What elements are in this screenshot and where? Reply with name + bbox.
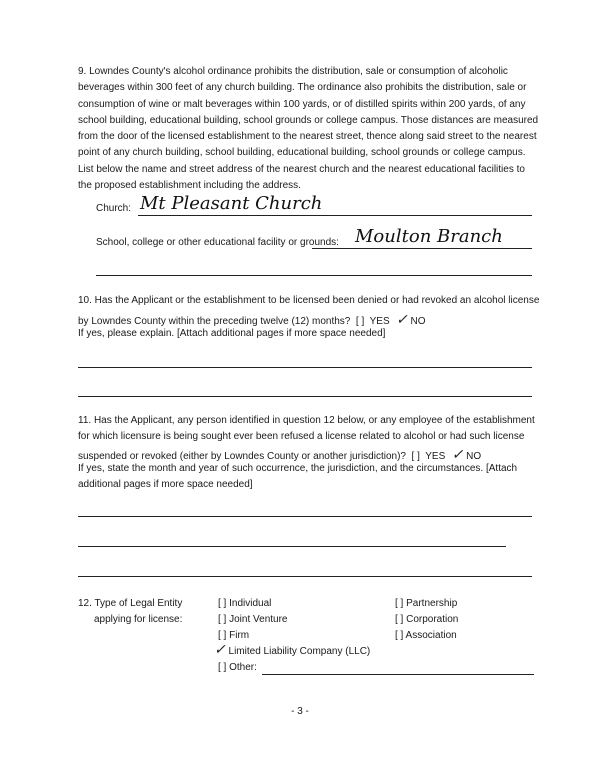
q10-blank-line-1 [78,367,532,368]
llc-label: Limited Liability Company (LLC) [228,646,371,657]
q11-line2: for which licensure is being sought ever been refused a license related to alcohol or had such license [78,431,525,442]
q11-blank-line-1 [78,516,532,517]
q11-check-icon[interactable]: ✓ [451,447,464,463]
llc-check-icon: ✓ [214,642,226,658]
option-corporation[interactable]: [ ] Corporation [395,614,459,625]
q12-label-line2: applying for license: [94,614,183,625]
q10-question-text: by Lowndes County within the preceding twelve (12) months? [ ] YES [78,316,396,327]
q11-no-label[interactable]: NO [466,451,482,462]
q10-no-label[interactable]: NO [410,316,426,327]
option-association[interactable]: [ ] Association [395,630,457,641]
school-label: School, college or other educational facility or grounds: [96,237,339,248]
option-firm[interactable]: [ ] Firm [218,630,250,641]
page-number: - 3 - [291,706,309,717]
school-value[interactable]: Moulton Branch [355,226,503,247]
q10-blank-line-2 [78,396,532,397]
q9-blank-line [96,275,532,276]
q11-question-text: suspended or revoked (either by Lowndes County or another jurisdiction)? [ ] YES [78,451,451,462]
q11-blank-line-2 [78,546,506,547]
q11-line3 [78,447,481,463]
q11-line5: additional pages if more space needed] [78,479,253,490]
church-label: Church: [96,203,132,214]
q10-line2 [78,312,426,328]
option-llc[interactable] [214,642,370,658]
q11-line4: If yes, state the month and year of such occurrence, the jurisdiction, and the circumstances. [Attach [78,463,518,474]
option-partnership[interactable]: [ ] Partnership [395,598,458,609]
option-joint-venture[interactable]: [ ] Joint Venture [218,614,288,625]
q10-line3: If yes, please explain. [Attach additional pages if more space needed] [78,328,386,339]
q10-line1: 10. Has the Applicant or the establishment to be licensed been denied or had revoked an alcohol license [78,295,540,306]
option-individual[interactable]: [ ] Individual [218,598,272,609]
school-line [312,248,532,249]
q11-line1: 11. Has the Applicant, any person identified in question 12 below, or any employee of the establishment [78,415,535,426]
church-line [138,215,532,216]
q12-label-line1: 12. Type of Legal Entity [78,598,183,609]
q11-blank-line-3 [78,576,532,577]
q10-check-icon[interactable]: ✓ [396,312,408,328]
option-other[interactable]: [ ] Other: [218,662,257,673]
church-value[interactable]: Mt Pleasant Church [140,193,323,214]
q9-paragraph: 9. Lowndes County's alcohol ordinance prohibits the distribution, sale or consumption of alcoholic beverages within 300 feet of any church building. The ordinance also prohibits the distribution, sale or consumption of wine or malt beverages within 100 yards, or of distilled spirits within 200 yards, of any school building, educational building, school grounds or college campus. Those distances are measured from the door of the licensed establishment to the nearest street, thence along said street to the nearest point of any church building, school building, educational building, school grounds or college campus. List below the name and street address of the nearest church and the nearest educational facilities to the proposed establishment including the address. [78,66,539,192]
other-line [262,674,534,675]
